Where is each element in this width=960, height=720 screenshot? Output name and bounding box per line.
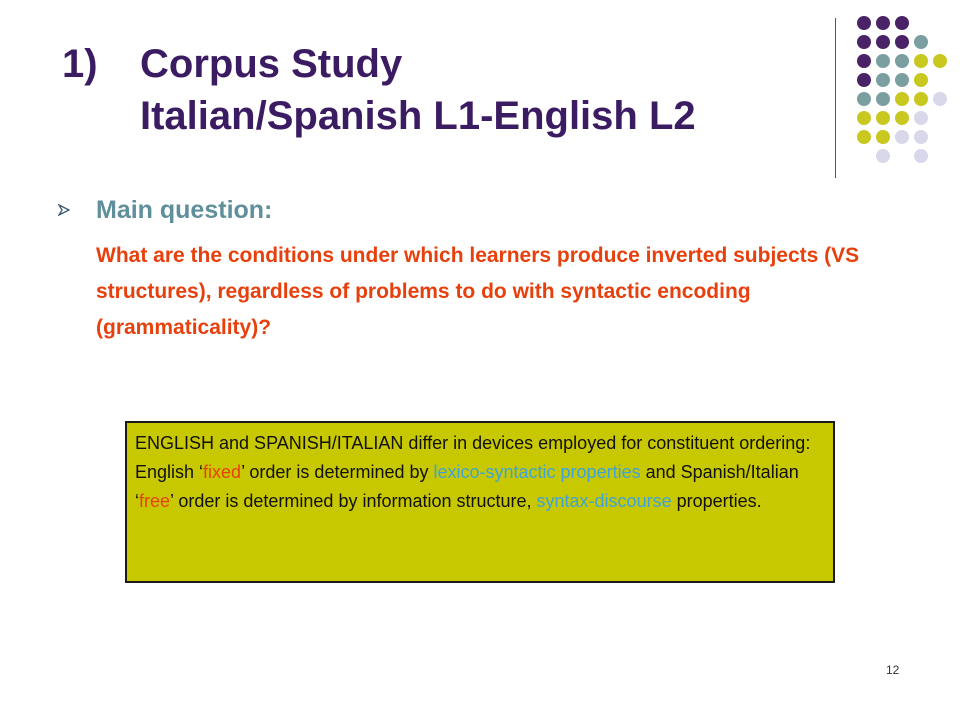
title-line-2: Italian/Spanish L1-English L2 xyxy=(140,94,696,138)
dot xyxy=(857,130,871,144)
question-text: What are the conditions under which learners produce inverted subjects (VS structures), regardless of problems to do with syntactic encoding (grammaticality)? xyxy=(96,244,860,339)
note-text-5: properties. xyxy=(671,491,762,511)
main-question-bullet xyxy=(58,196,272,225)
dot xyxy=(895,16,909,30)
note-box xyxy=(125,421,835,583)
dot xyxy=(857,16,871,30)
dot xyxy=(876,16,890,30)
dot xyxy=(876,149,890,163)
title-number: 1) xyxy=(62,42,98,86)
slide-title xyxy=(62,38,696,142)
dot xyxy=(857,73,871,87)
dot xyxy=(895,130,909,144)
note-text-3: and Spanish/Italian ‘ xyxy=(135,462,799,511)
dot xyxy=(914,111,928,125)
dot xyxy=(876,35,890,49)
dot xyxy=(914,149,928,163)
dot xyxy=(895,111,909,125)
dot xyxy=(857,111,871,125)
dot xyxy=(857,35,871,49)
dot xyxy=(933,54,947,68)
note-text-1: ENGLISH and SPANISH/ITALIAN differ in devices employed for constituent ordering: English ‘ xyxy=(135,433,811,482)
dot xyxy=(857,54,871,68)
dot xyxy=(876,54,890,68)
dot xyxy=(895,73,909,87)
dot xyxy=(857,92,871,106)
dot xyxy=(895,92,909,106)
dot xyxy=(933,92,947,106)
note-highlight-free: free xyxy=(139,491,171,511)
note-text-4: ’ order is determined by information structure, xyxy=(170,491,537,511)
decorative-divider xyxy=(835,18,836,178)
dot xyxy=(914,54,928,68)
note-highlight-syntax: syntax-discourse xyxy=(536,491,672,511)
title-line-1 xyxy=(62,38,696,90)
dot xyxy=(895,54,909,68)
dot xyxy=(914,92,928,106)
note-highlight-lexico: lexico-syntactic properties xyxy=(433,462,641,482)
dot xyxy=(895,35,909,49)
dot xyxy=(914,73,928,87)
dot xyxy=(876,111,890,125)
main-question-label: Main question: xyxy=(96,196,273,224)
note-text-2: ’ order is determined by xyxy=(241,462,434,482)
arrow-bullet-icon xyxy=(58,203,96,219)
dot xyxy=(914,130,928,144)
dot xyxy=(876,73,890,87)
dot xyxy=(876,92,890,106)
page-number: 12 xyxy=(886,663,900,677)
dot xyxy=(914,35,928,49)
note-highlight-fixed: fixed xyxy=(203,462,242,482)
dot xyxy=(876,130,890,144)
title-text-1: Corpus Study xyxy=(140,42,403,86)
